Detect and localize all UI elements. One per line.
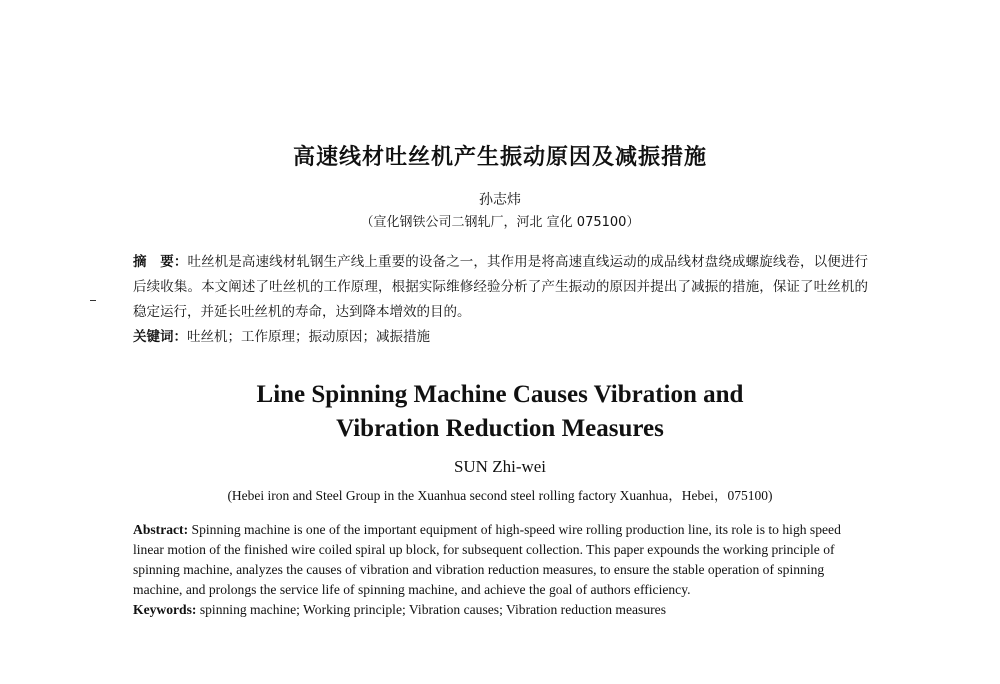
chinese-abstract-section	[133, 250, 868, 350]
chinese-abstract-label: 摘 要：	[133, 254, 188, 270]
english-title	[0, 378, 1000, 446]
english-abstract-section	[133, 520, 867, 620]
chinese-title: 高速线材吐丝机产生振动原因及减振措施	[292, 145, 707, 170]
chinese-abstract-text: 吐丝机是高速线材轧钢生产线上重要的设备之一，其作用是将高速直线运动的成品线材盘绕成螺旋线卷，以便进行后续收集。本文阐述了吐丝机的工作原理，根据实际维修经验分析了产生振动的原因并提出了减振的措施，保证了吐丝机的稳定运行，并延长吐丝机的寿命，达到降本增效的目的。	[133, 254, 868, 320]
chinese-affiliation: （宣化钢铁公司二钢轧厂，河北 宣化 075100）	[360, 215, 640, 230]
english-keywords-text: spinning machine; Working principle; Vibration causes; Vibration reduction measures	[196, 602, 666, 617]
chinese-author: 孙志炜	[479, 192, 521, 208]
chinese-abstract	[133, 250, 868, 325]
english-title-line1: Line Spinning Machine Causes Vibration and	[256, 381, 744, 408]
chinese-keywords-text: 吐丝机；工作原理；振动原因；减振措施	[187, 329, 430, 345]
scan-mark	[90, 300, 96, 301]
english-abstract-text: Spinning machine is one of the important equipment of high-speed wire rolling production line, its role is to high speed linear motion of the finished wire coiled spiral up block, for subsequent collection. This paper expounds the working principle of spinning machine, analyzes the causes of vibration and vibration reduction measures, to ensure the stable operation of spinning machine, and prolongs the service life of spinning machine, and achieve the goal of authors efficiency.	[133, 522, 841, 597]
english-keywords-label: Keywords:	[133, 602, 197, 617]
english-title-line2: Vibration Reduction Measures	[336, 415, 664, 442]
english-keywords	[133, 600, 867, 620]
english-abstract	[133, 520, 867, 600]
english-abstract-label: Abstract:	[133, 522, 189, 537]
english-affiliation: (Hebei iron and Steel Group in the Xuanhua second steel rolling factory Xuanhua，Hebei，075100)	[227, 488, 773, 503]
chinese-keywords-label: 关键词：	[133, 329, 187, 345]
english-author: SUN Zhi-wei	[453, 457, 547, 476]
chinese-keywords	[133, 325, 868, 350]
